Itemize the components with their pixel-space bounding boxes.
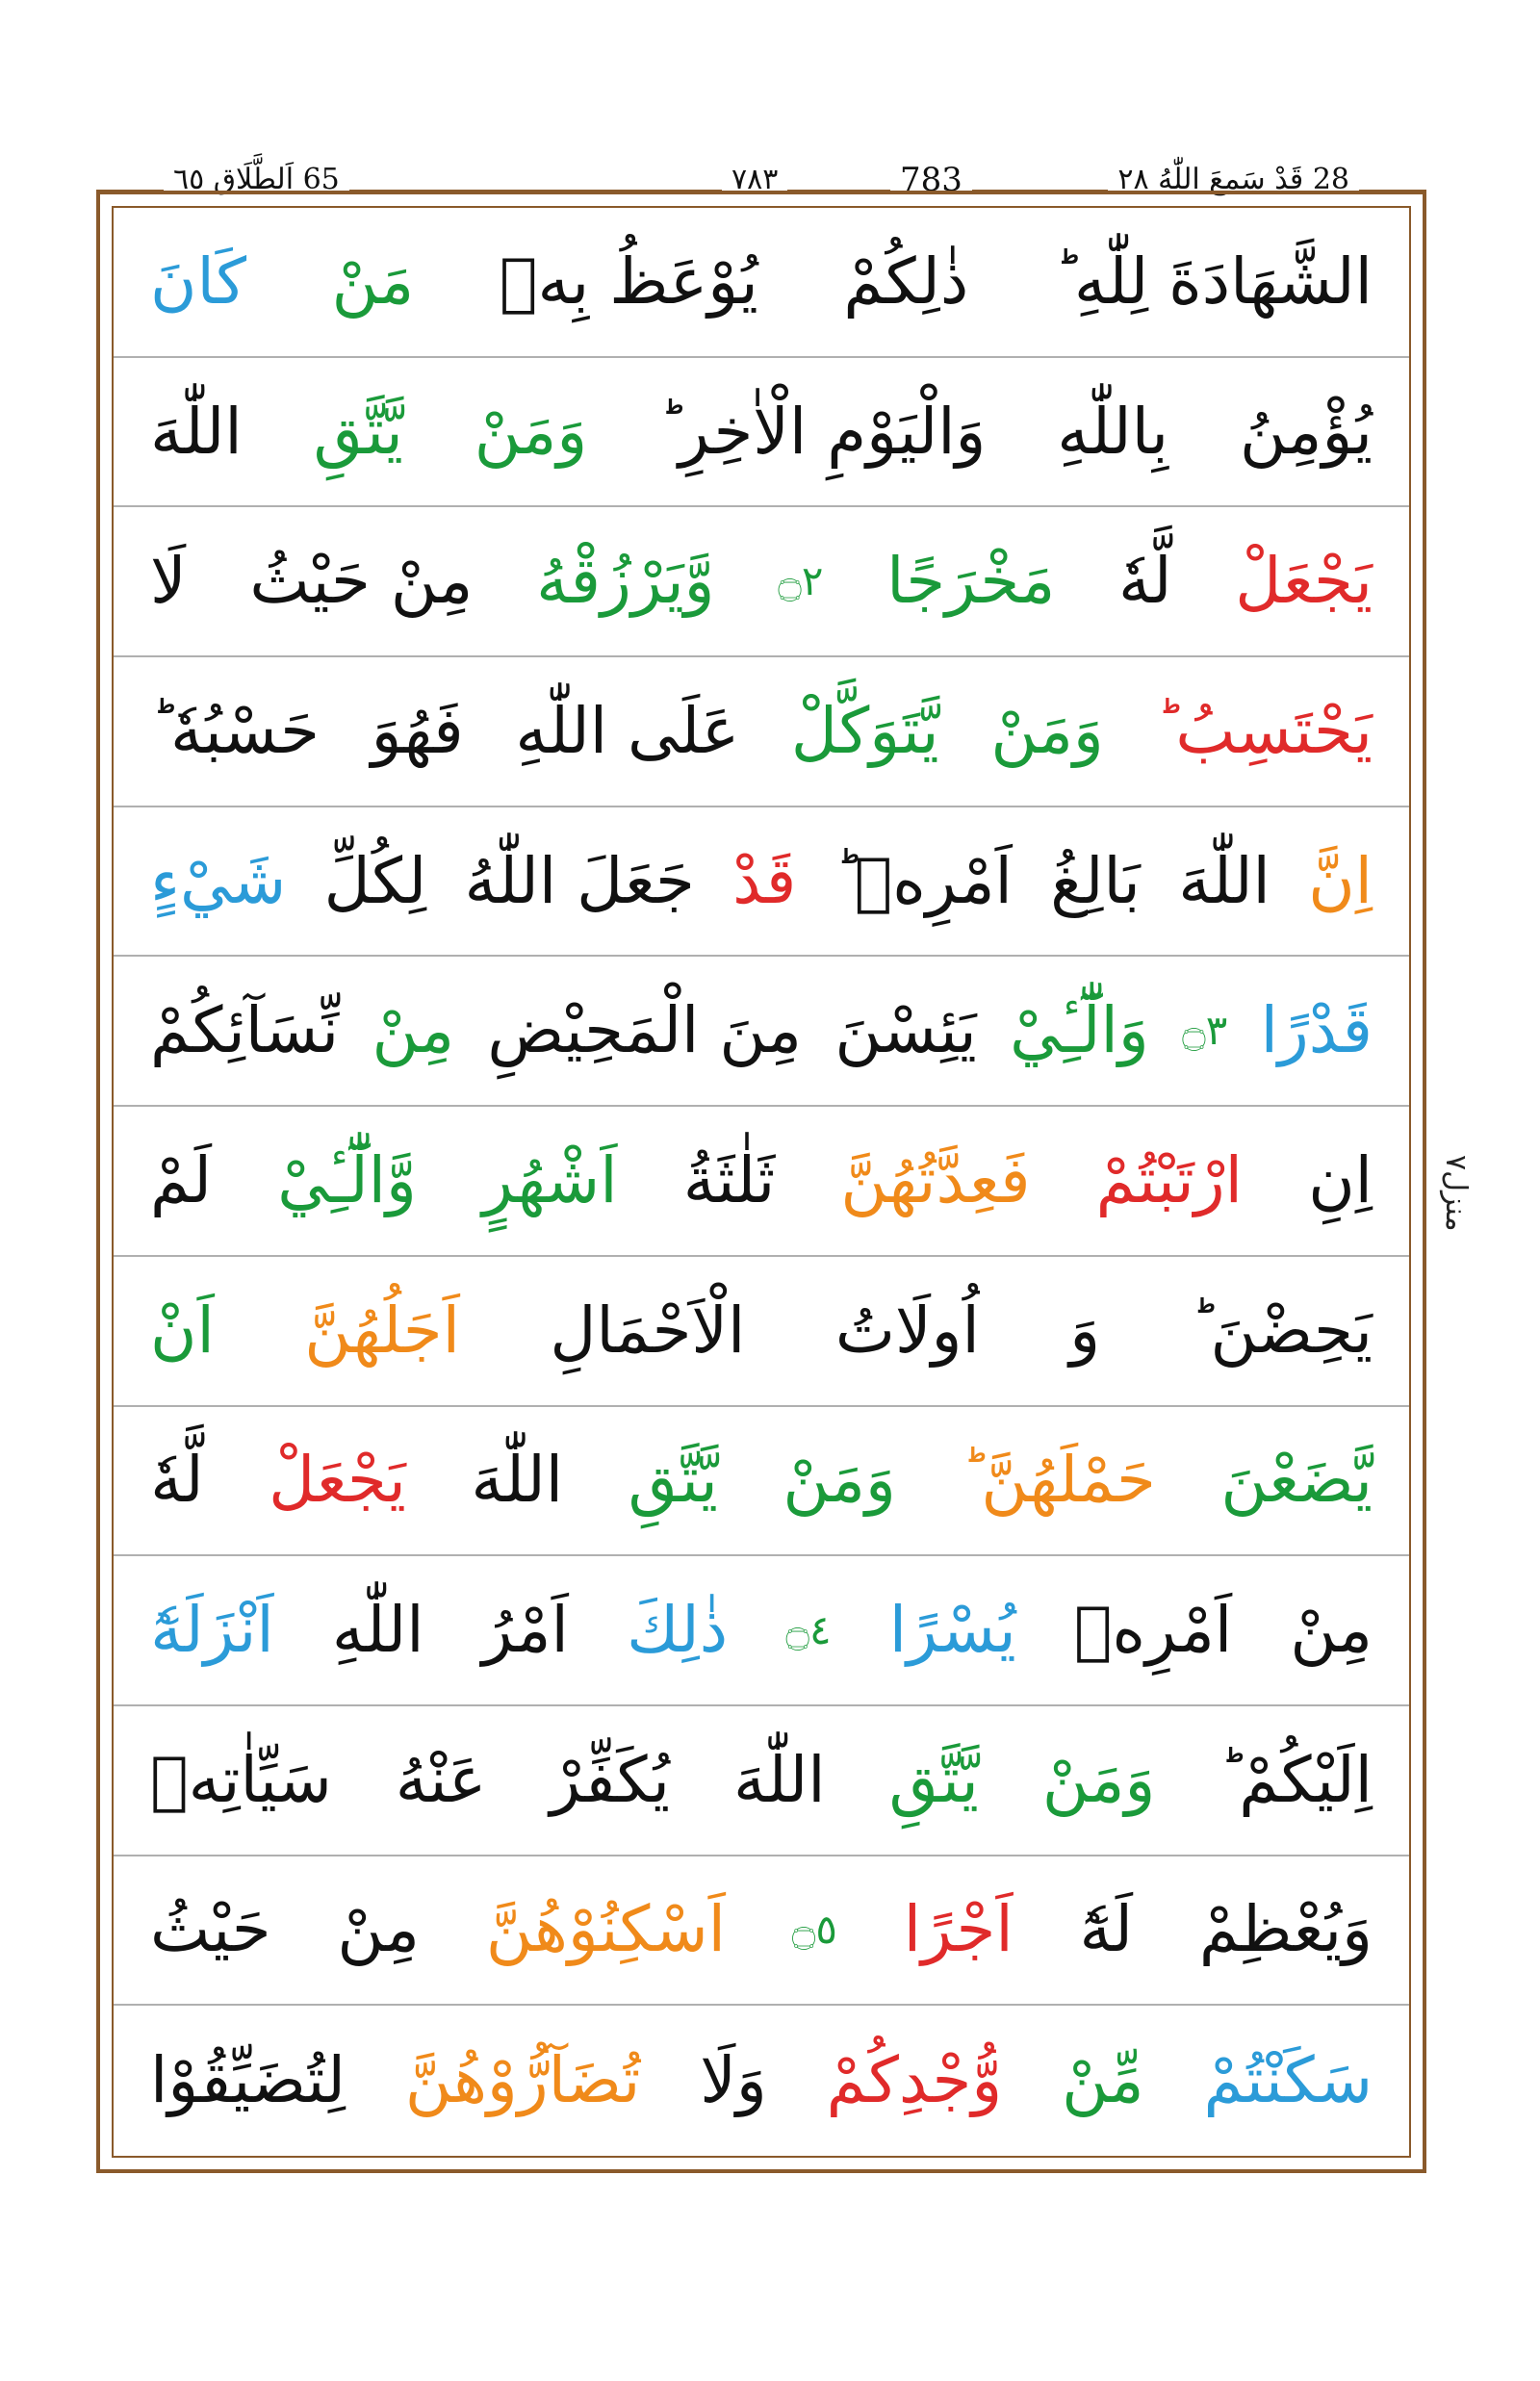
- word: اِلَيْكُمْ ؕ: [1219, 1742, 1373, 1817]
- word: اَمْرِهٖ: [1073, 1593, 1233, 1668]
- word: اَجَلُهُنَّ: [304, 1293, 460, 1368]
- word: ثَلٰثَةُ: [682, 1142, 776, 1217]
- word: وَ: [1069, 1293, 1101, 1368]
- manzil-label: منزل٧: [1439, 1155, 1473, 1232]
- word: وَالْيَوْمِ الْاٰخِرِ ؕ: [658, 394, 987, 469]
- word: مِنْ: [372, 993, 455, 1068]
- word: لِتُضَيِّقُوْا: [150, 2043, 346, 2118]
- word: لَّهٗ: [1118, 544, 1172, 619]
- word: يُسْرًا: [888, 1593, 1016, 1668]
- word: بِاللّٰهِ: [1057, 394, 1169, 469]
- ayah-marker: ۝٥: [791, 1906, 837, 1954]
- word: اللّٰهَ: [150, 394, 243, 469]
- surah-name: 65 اَلطَّلَاق ٦٥: [164, 159, 349, 201]
- word: اللّٰهَ: [1178, 843, 1270, 918]
- word: وُّجْدِكُمْ: [826, 2043, 1003, 2118]
- text-line: [114, 1107, 1409, 1257]
- word: يُوْعَظُ بِهٖ: [499, 243, 758, 319]
- word: لَّهٗ: [150, 1443, 204, 1518]
- word: مِنْ: [337, 1892, 420, 1967]
- juz-name: 28 قَدْ سَمِعَ اللّٰهُ ٢٨: [1108, 159, 1359, 201]
- word: ذٰلِكُمْ: [843, 243, 969, 319]
- text-line: [114, 1257, 1409, 1407]
- word: مِّنْ: [1062, 2043, 1144, 2118]
- word: حَسْبُهٗ ؕ: [150, 693, 320, 768]
- ayah-marker: ۝٤: [785, 1606, 832, 1654]
- word: شَيْءٍ: [150, 843, 287, 918]
- word: اَنْ: [150, 1293, 215, 1368]
- text-line: [114, 657, 1409, 807]
- word: تُضَآرُّوْهُنَّ: [404, 2043, 641, 2118]
- word: يَّتَّقِ: [628, 1443, 718, 1518]
- word: وَلَا: [700, 2043, 767, 2118]
- word: يَّتَّقِ: [888, 1742, 979, 1817]
- word: وَّيَرْزُقْهُ: [536, 544, 715, 619]
- ayah-marker: ۝٢: [778, 557, 824, 605]
- word: قَدْرًا: [1260, 993, 1373, 1068]
- word: اللّٰهَ: [471, 1443, 564, 1518]
- text-line: [114, 1407, 1409, 1557]
- word: وَمَنْ: [783, 1443, 896, 1518]
- text-line: [114, 1556, 1409, 1706]
- word: وَمَنْ: [990, 693, 1104, 768]
- word: يُؤْمِنُ: [1239, 394, 1373, 469]
- word: بَالِغُ: [1050, 843, 1141, 918]
- word: حَمْلَهُنَّ ؕ: [961, 1443, 1156, 1518]
- word: كَانَ: [150, 243, 247, 319]
- text-line: [114, 208, 1409, 358]
- text-line: [114, 507, 1409, 657]
- text-line: [114, 807, 1409, 958]
- word: يَئِسْنَ: [834, 993, 977, 1068]
- text-line: [114, 2006, 1409, 2156]
- word: ذٰلِكَ: [627, 1593, 729, 1668]
- word: اَمْرُ: [481, 1593, 569, 1668]
- text-line: [114, 957, 1409, 1107]
- text-line: [114, 1856, 1409, 2007]
- word: اللّٰهِ: [331, 1593, 424, 1668]
- word: لَهٗٓ: [1079, 1892, 1134, 1967]
- word: مِنْ: [1290, 1593, 1373, 1668]
- word: اَسْكِنُوْهُنَّ: [485, 1892, 726, 1967]
- word: وَمَنْ: [474, 394, 588, 469]
- word: يَّتَّقِ: [313, 394, 403, 469]
- word: يَحِضْنَ ؕ: [1190, 1293, 1373, 1368]
- word: يَّضَعْنَ: [1220, 1443, 1373, 1518]
- word: مِنْ حَيْثُ: [249, 544, 474, 619]
- word: ارْتَبْتُمْ: [1095, 1142, 1244, 1217]
- ayah-marker: ۝٣: [1182, 1007, 1228, 1055]
- word: وَيُعْظِمْ: [1198, 1892, 1373, 1967]
- word: الشَّهَادَةَ لِلّٰهِ ؕ: [1053, 243, 1373, 319]
- word: اَجْرًا: [903, 1892, 1014, 1967]
- word: اِنِ: [1308, 1142, 1373, 1217]
- word: وَّالّٰٓـِٔيْ: [277, 1142, 417, 1217]
- word: اَشْهُرٍ: [482, 1142, 618, 1217]
- text-line: [114, 1706, 1409, 1856]
- word: جَعَلَ اللّٰهُ: [464, 843, 695, 918]
- word: فَعِدَّتُهُنَّ: [840, 1142, 1031, 1217]
- quran-text-lines: [114, 208, 1409, 2156]
- word: اَمْرِهٖ ؕ: [834, 843, 1013, 918]
- word: لِكُلِّ: [323, 843, 427, 918]
- word: مَخْرَجًا: [886, 544, 1056, 619]
- word: الْاَحْمَالِ: [550, 1293, 746, 1368]
- word: اَنْزَلَهٗٓ: [150, 1593, 274, 1668]
- word: حَيْثُ: [150, 1892, 271, 1967]
- word: اللّٰهَ: [732, 1742, 826, 1817]
- word: وَمَنْ: [1041, 1742, 1156, 1817]
- word: يَّتَوَكَّلْ: [790, 693, 939, 768]
- word: قَدْ: [732, 843, 797, 918]
- word: لَا: [150, 544, 187, 619]
- word: سَكَنْتُمْ: [1203, 2043, 1373, 2118]
- word: اِنَّ: [1308, 843, 1373, 918]
- word: نِّسَآئِكُمْ: [150, 993, 340, 1068]
- word: اُولَاتُ: [834, 1293, 980, 1368]
- word: لَمْ: [150, 1142, 213, 1217]
- page-number: 783: [890, 159, 972, 201]
- word: سَيِّاٰتِهٖ: [150, 1742, 332, 1817]
- word: مَنْ: [331, 243, 415, 319]
- word: يُكَفِّرْ: [550, 1742, 670, 1817]
- word: مِنَ الْمَحِيْضِ: [487, 993, 802, 1068]
- word: عَنْهُ: [395, 1742, 487, 1817]
- word: يَحْتَسِبُ ؕ: [1155, 693, 1373, 768]
- text-line: [114, 358, 1409, 508]
- word: فَهُوَ: [371, 693, 464, 768]
- page-number-urdu: ٧٨٣: [722, 159, 787, 201]
- word: عَلَى اللّٰهِ: [515, 693, 740, 768]
- word: يَجْعَلْ: [269, 1443, 406, 1518]
- word: وَالّٰٓـِٔيْ: [1010, 993, 1149, 1068]
- word: يَجْعَلْ: [1235, 544, 1373, 619]
